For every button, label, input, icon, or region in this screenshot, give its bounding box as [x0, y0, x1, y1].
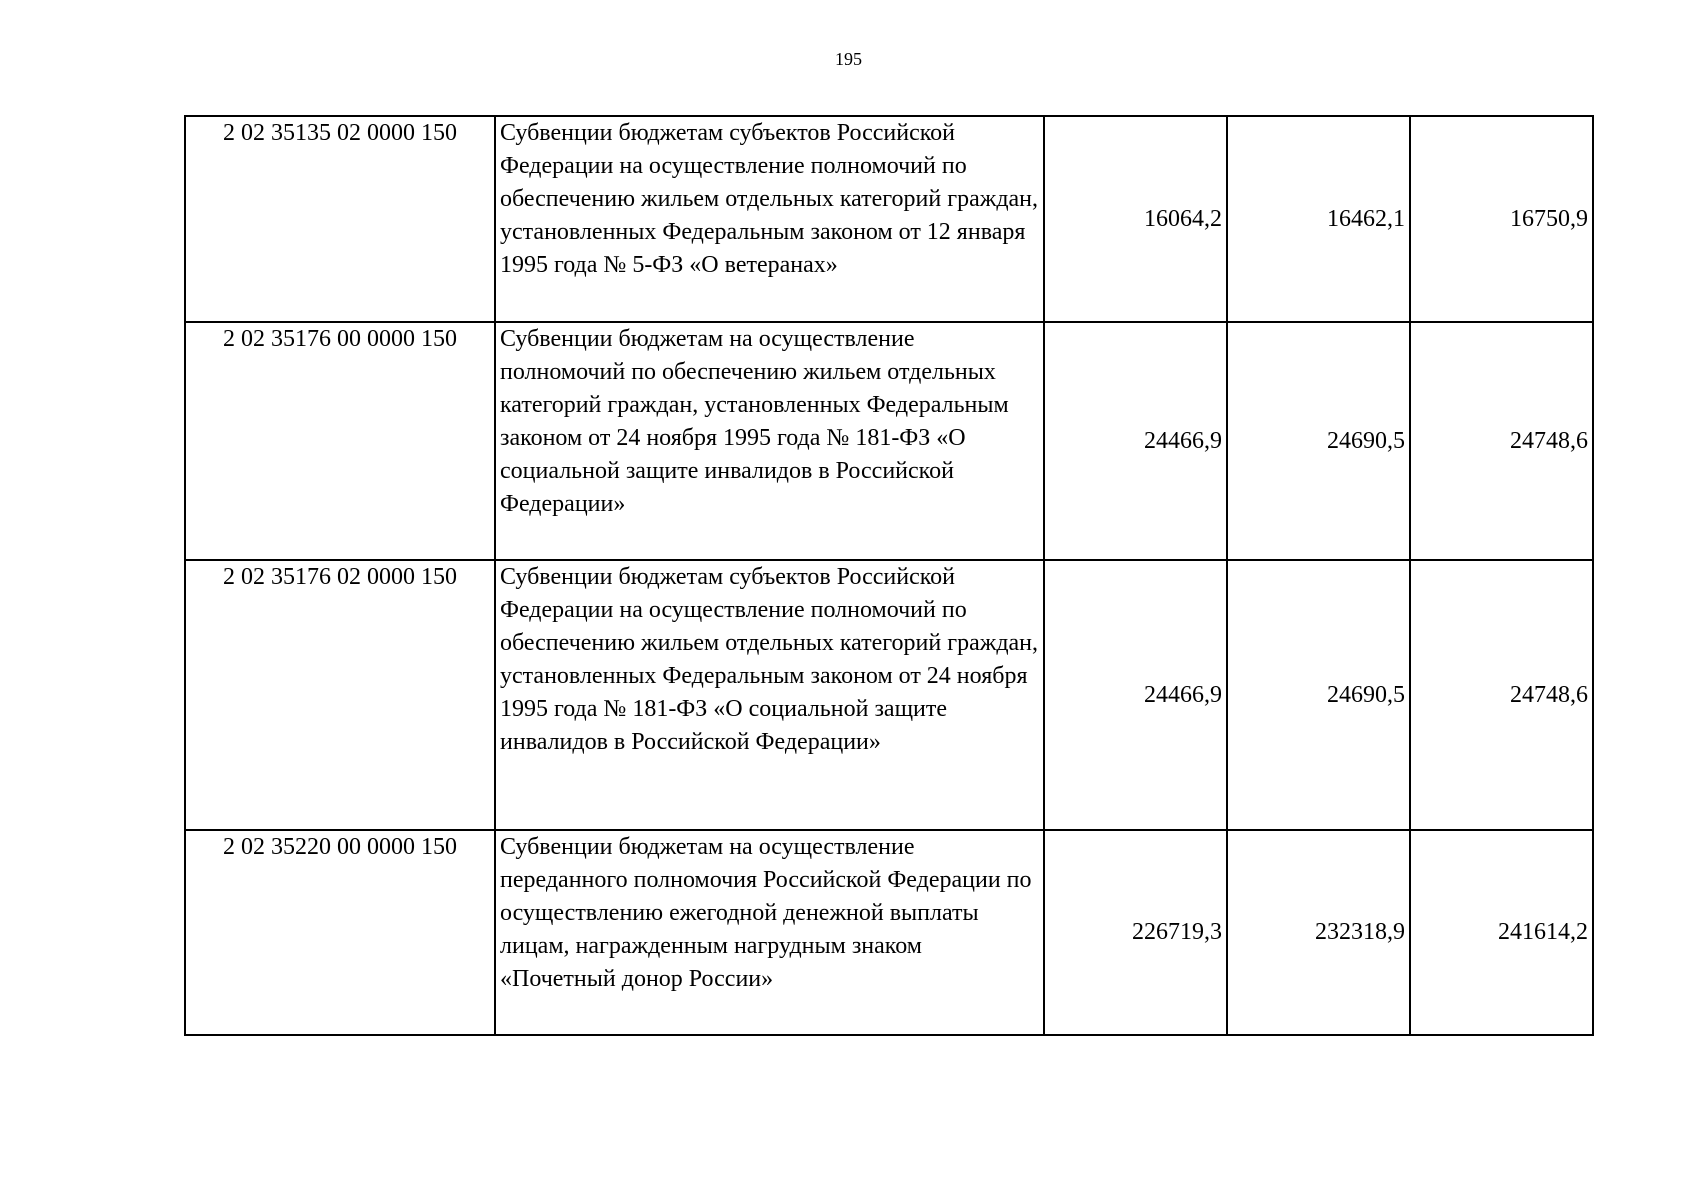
budget-code-cell: 2 02 35176 00 0000 150	[185, 322, 495, 560]
table-row	[185, 322, 1593, 560]
table-row	[185, 560, 1593, 830]
amount-year2-cell: 24690,5	[1227, 560, 1410, 830]
amount-year1-cell: 16064,2	[1044, 116, 1227, 322]
amount-year1-cell: 24466,9	[1044, 560, 1227, 830]
budget-code-cell: 2 02 35220 00 0000 150	[185, 830, 495, 1035]
amount-year3-cell: 24748,6	[1410, 560, 1593, 830]
budget-table	[184, 115, 1594, 1036]
table-row	[185, 830, 1593, 1035]
revenue-name-cell: Субвенции бюджетам на осуществление переданного полномочия Российской Федерации по осуществлению ежегодной денежной выплаты лицам, награжденным нагрудным знаком «Почетный донор России»	[495, 830, 1044, 1035]
amount-year3-cell: 241614,2	[1410, 830, 1593, 1035]
amount-year3-cell: 16750,9	[1410, 116, 1593, 322]
revenue-name-cell: Субвенции бюджетам субъектов Российской Федерации на осуществление полномочий по обеспечению жильем отдельных категорий граждан, установленных Федеральным законом от 24 ноября 1995 года № 181-ФЗ «О социальной защите инвалидов в Российской Федерации»	[495, 560, 1044, 830]
table-row	[185, 116, 1593, 322]
revenue-name-cell: Субвенции бюджетам на осуществление полномочий по обеспечению жильем отдельных категорий граждан, установленных Федеральным законом от 24 ноября 1995 года № 181-ФЗ «О социальной защите инвалидов в Российской Федерации»	[495, 322, 1044, 560]
amount-year2-cell: 232318,9	[1227, 830, 1410, 1035]
amount-year2-cell: 16462,1	[1227, 116, 1410, 322]
budget-code-cell: 2 02 35135 02 0000 150	[185, 116, 495, 322]
amount-year2-cell: 24690,5	[1227, 322, 1410, 560]
amount-year3-cell: 24748,6	[1410, 322, 1593, 560]
amount-year1-cell: 24466,9	[1044, 322, 1227, 560]
amount-year1-cell: 226719,3	[1044, 830, 1227, 1035]
budget-code-cell: 2 02 35176 02 0000 150	[185, 560, 495, 830]
revenue-name-cell: Субвенции бюджетам субъектов Российской Федерации на осуществление полномочий по обеспечению жильем отдельных категорий граждан, установленных Федеральным законом от 12 января 1995 года № 5-ФЗ «О ветеранах»	[495, 116, 1044, 322]
page-number: 195	[835, 49, 862, 69]
